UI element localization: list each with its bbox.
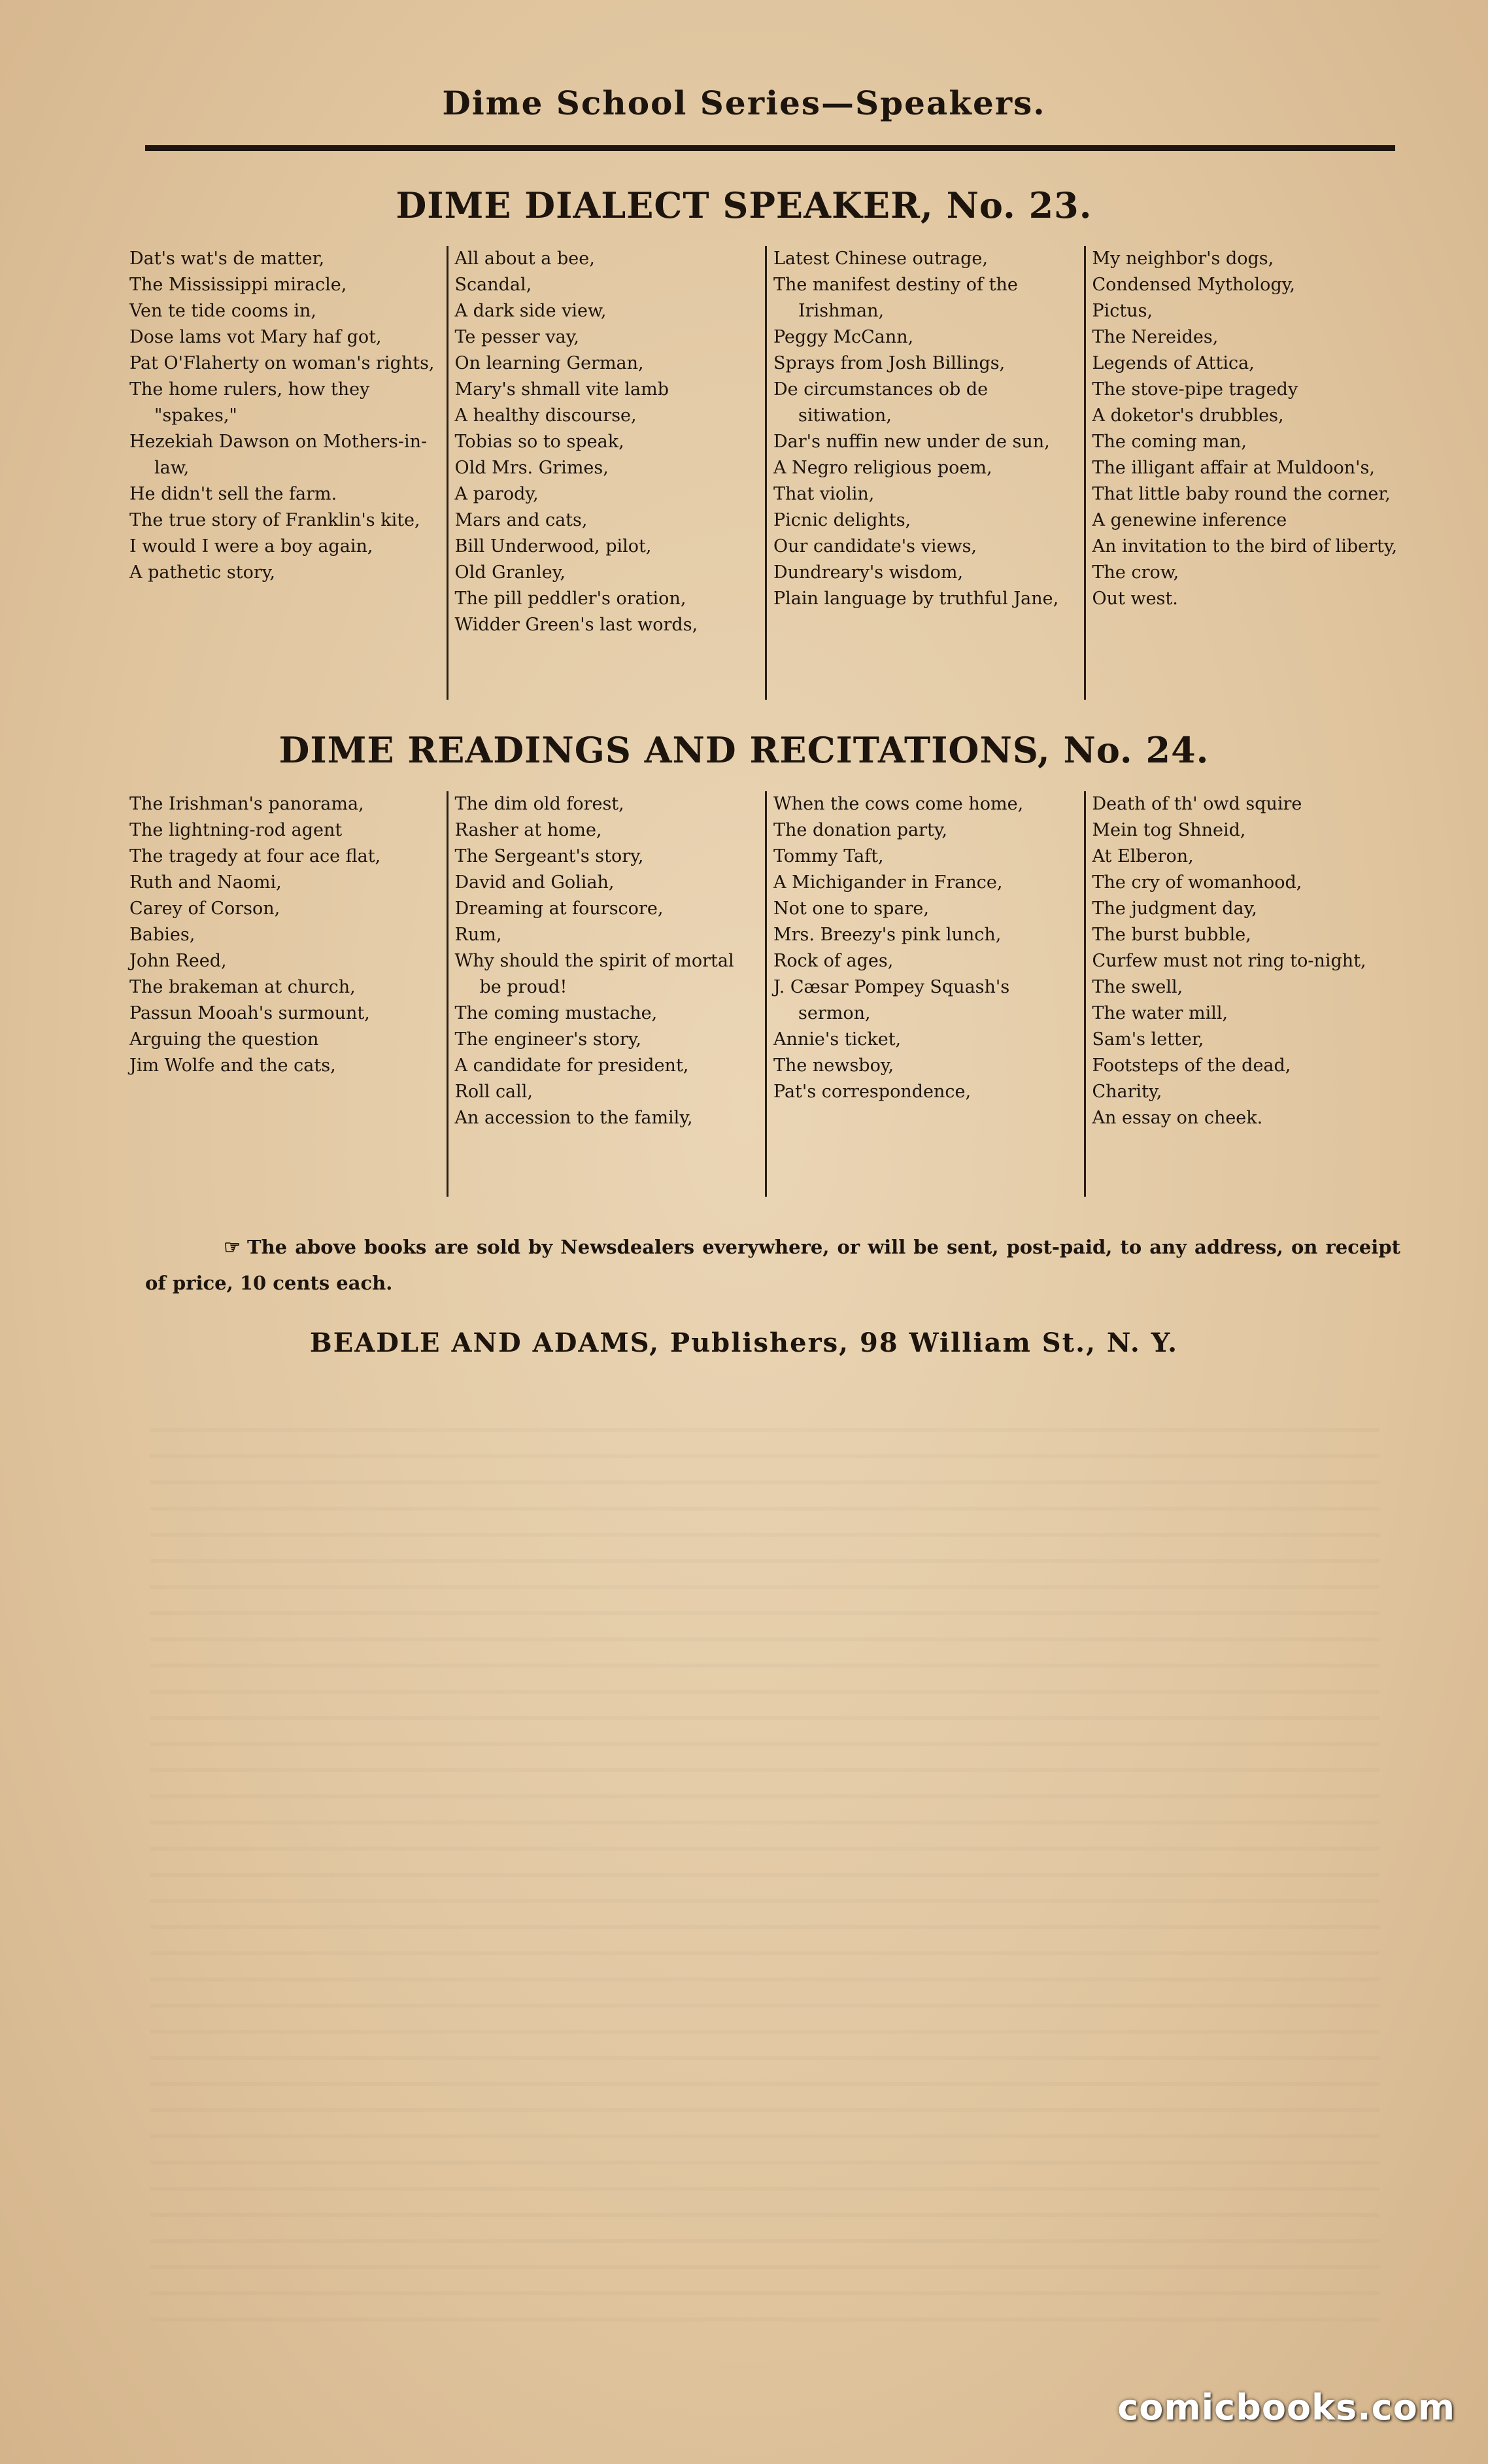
list-item: Legends of Attica,: [1092, 353, 1255, 373]
list-item: Ven te tide cooms in,: [129, 301, 316, 321]
list-item: The water mill,: [1092, 1003, 1228, 1023]
list-item: Dreaming at fourscore,: [454, 898, 664, 919]
list-item: Pictus,: [1092, 301, 1153, 321]
entry-list: [455, 791, 760, 1131]
column: [767, 791, 1086, 1197]
list-item: At Elberon,: [1092, 846, 1194, 866]
list-item: Jim Wolfe and the cats,: [129, 1055, 336, 1076]
entry-list: [773, 791, 1079, 1105]
list-item: Out west.: [1092, 589, 1178, 609]
list-item: The coming man,: [1092, 432, 1247, 452]
list-item: The Mississippi miracle,: [129, 275, 347, 295]
list-item: The tragedy at four ace flat,: [129, 846, 381, 866]
publisher-imprint: BEADLE AND ADAMS, Publishers, 98 William St., N. Y.: [309, 1327, 1179, 1358]
entry-list: [129, 246, 441, 586]
list-item: He didn't sell the farm.: [129, 484, 337, 504]
list-item: Pat's correspondence,: [773, 1082, 972, 1102]
list-item: The coming mustache,: [454, 1003, 658, 1023]
list-item: Footsteps of the dead,: [1092, 1055, 1291, 1076]
list-item: Arguing the question: [129, 1029, 319, 1050]
list-item: The illigant affair at Muldoon's,: [1092, 458, 1375, 478]
list-item: Pat O'Flaherty on woman's rights,: [129, 353, 435, 373]
list-item: All about a bee,: [454, 248, 595, 269]
entry-list: [129, 791, 441, 1079]
list-item: Latest Chinese outrage,: [773, 248, 988, 269]
column: [448, 246, 768, 700]
list-item: Annie's ticket,: [773, 1029, 902, 1050]
list-item: Picnic delights,: [773, 510, 911, 530]
list-item: The engineer's story,: [454, 1029, 641, 1050]
list-item: Our candidate's views,: [773, 536, 977, 556]
section-title-dialect-speaker: DIME DIALECT SPEAKER, No. 23.: [396, 184, 1092, 226]
list-item: The home rulers, how they "spakes,": [129, 379, 370, 426]
list-item: Not one to spare,: [773, 898, 929, 919]
list-item: An essay on cheek.: [1092, 1108, 1263, 1128]
list-item: A dark side view,: [454, 301, 607, 321]
list-item: Charity,: [1092, 1082, 1162, 1102]
list-item: Te pesser vay,: [454, 327, 580, 347]
section-dialect-speaker: [129, 246, 1404, 700]
list-item: An accession to the family,: [454, 1108, 693, 1128]
list-item: The true story of Franklin's kite,: [129, 510, 420, 530]
list-item: Roll call,: [454, 1082, 533, 1102]
column: [129, 791, 448, 1197]
series-header: Dime School Series—Speakers.: [442, 84, 1046, 122]
list-item: Death of th' owd squire: [1092, 794, 1302, 814]
list-item: On learning German,: [454, 353, 644, 373]
watermark-logo: comicbooks.com: [1117, 2387, 1455, 2428]
list-item: Bill Underwood, pilot,: [454, 536, 652, 556]
list-item: I would I were a boy again,: [129, 536, 373, 556]
list-item: My neighbor's dogs,: [1092, 248, 1274, 269]
list-item: Tobias so to speak,: [454, 432, 624, 452]
list-item: Dose lams vot Mary haf got,: [129, 327, 382, 347]
list-item: The brakeman at church,: [129, 977, 356, 997]
list-item: The lightning-rod agent: [129, 820, 343, 840]
list-item: A genewine inference: [1092, 510, 1287, 530]
section-title-readings-recitations: DIME READINGS AND RECITATIONS, No. 24.: [279, 729, 1209, 771]
list-item: Widder Green's last words,: [454, 615, 698, 635]
list-item: The newsboy,: [773, 1055, 894, 1076]
list-item: A pathetic story,: [129, 562, 275, 583]
column: [1086, 246, 1405, 700]
list-item: An invitation to the bird of liberty,: [1092, 536, 1398, 556]
entry-list: [455, 246, 760, 638]
list-item: The judgment day,: [1092, 898, 1257, 919]
list-item: The Sergeant's story,: [454, 846, 644, 866]
entry-list: [773, 246, 1079, 612]
list-item: Babies,: [129, 925, 195, 945]
list-item: The burst bubble,: [1092, 925, 1251, 945]
list-item: That violin,: [773, 484, 875, 504]
list-item: Mrs. Breezy's pink lunch,: [773, 925, 1002, 945]
list-item: Dar's nuffin new under de sun,: [773, 432, 1050, 452]
list-item: Old Mrs. Grimes,: [454, 458, 609, 478]
list-item: John Reed,: [129, 951, 227, 971]
column: [129, 246, 448, 700]
list-item: The manifest destiny of the Irishman,: [773, 275, 1018, 321]
column: [448, 791, 768, 1197]
list-item: A Negro religious poem,: [773, 458, 992, 478]
list-item: The cry of womanhood,: [1092, 872, 1302, 893]
list-item: Hezekiah Dawson on Mothers-in-law,: [129, 432, 428, 478]
list-item: The Irishman's panorama,: [129, 794, 364, 814]
list-item: Condensed Mythology,: [1092, 275, 1295, 295]
list-item: The stove-pipe tragedy: [1092, 379, 1298, 400]
list-item: Tommy Taft,: [773, 846, 884, 866]
list-item: Dat's wat's de matter,: [129, 248, 325, 269]
list-item: A parody,: [454, 484, 539, 504]
list-item: Scandal,: [454, 275, 532, 295]
list-item: The pill peddler's oration,: [454, 589, 686, 609]
list-item: A Michigander in France,: [773, 872, 1003, 893]
entry-list: [1092, 791, 1400, 1131]
list-item: Carey of Corson,: [129, 898, 280, 919]
list-item: The crow,: [1092, 562, 1179, 583]
header-rule: [145, 145, 1395, 151]
pointing-hand-icon: ☞: [224, 1236, 241, 1258]
list-item: Rasher at home,: [454, 820, 602, 840]
list-item: Rock of ages,: [773, 951, 894, 971]
section-readings-recitations: [129, 791, 1404, 1197]
list-item: Curfew must not ring to-night,: [1092, 951, 1366, 971]
list-item: Old Granley,: [454, 562, 566, 583]
notice-text: The above books are sold by Newsdealers everywhere, or will be sent, post-paid, to any address, on receipt of price, 10 cents each.: [145, 1236, 1400, 1294]
list-item: Plain language by truthful Jane,: [773, 589, 1059, 609]
show-through-texture: [150, 1406, 1379, 2321]
list-item: Mein tog Shneid,: [1092, 820, 1246, 840]
list-item: A healthy discourse,: [454, 405, 637, 426]
list-item: Passun Mooah's surmount,: [129, 1003, 370, 1023]
entry-list: [1092, 246, 1400, 612]
list-item: The Nereides,: [1092, 327, 1219, 347]
list-item: Rum,: [454, 925, 502, 945]
list-item: J. Cæsar Pompey Squash's sermon,: [773, 977, 1010, 1023]
list-item: The dim old forest,: [454, 794, 624, 814]
list-item: That little baby round the corner,: [1092, 484, 1391, 504]
list-item: Peggy McCann,: [773, 327, 914, 347]
list-item: The swell,: [1092, 977, 1183, 997]
column: [1086, 791, 1405, 1197]
list-item: When the cows come home,: [773, 794, 1024, 814]
list-item: A doketor's drubbles,: [1092, 405, 1284, 426]
list-item: De circumstances ob de sitiwation,: [773, 379, 989, 426]
list-item: A candidate for president,: [454, 1055, 689, 1076]
list-item: Sprays from Josh Billings,: [773, 353, 1006, 373]
list-item: Mars and cats,: [454, 510, 588, 530]
list-item: Dundreary's wisdom,: [773, 562, 964, 583]
sales-notice: [145, 1229, 1400, 1301]
list-item: Mary's shmall vite lamb: [454, 379, 669, 400]
column: [767, 246, 1086, 700]
list-item: Why should the spirit of mortal be proud!: [454, 951, 734, 997]
list-item: Ruth and Naomi,: [129, 872, 282, 893]
list-item: Sam's letter,: [1092, 1029, 1204, 1050]
list-item: The donation party,: [773, 820, 948, 840]
list-item: David and Goliah,: [454, 872, 615, 893]
